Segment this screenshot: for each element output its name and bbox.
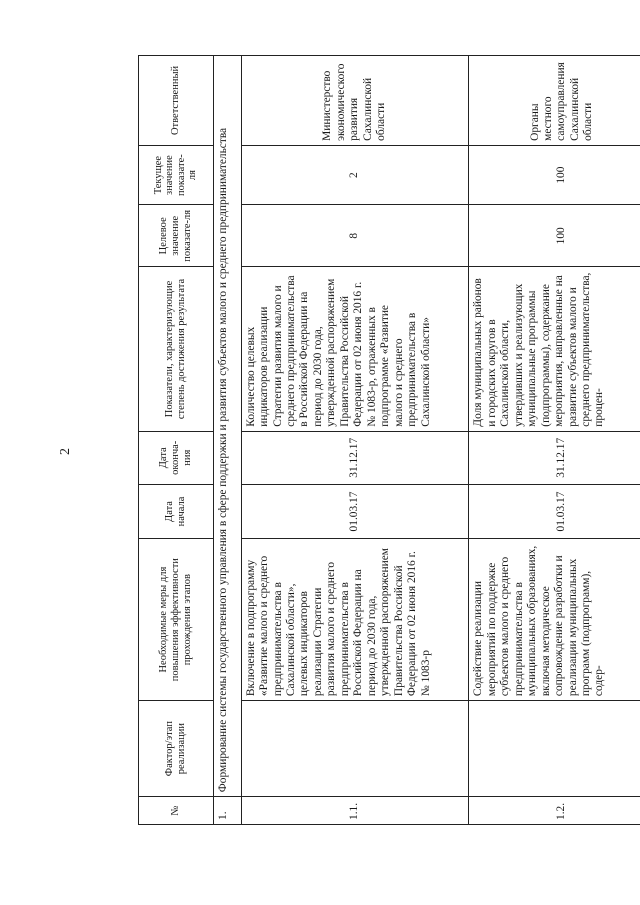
row-start-date: 01.03.17 — [241, 484, 469, 538]
header-start: Дата начала — [139, 484, 214, 538]
measures-table — [138, 55, 640, 825]
header-end: Дата оконча-ния — [139, 431, 214, 484]
header-measures: Необходимые меры для повышения эффективности прохождения этапов — [139, 539, 214, 701]
page-number: 2 — [58, 448, 73, 455]
row-responsible: Органы местного самоуправления Сахалинской области — [469, 56, 640, 146]
header-indicator: Показатели, характеризующие степень достижения результата — [139, 267, 214, 431]
row-target-value: 8 — [241, 205, 469, 267]
row-start-date: 01.03.17 — [469, 484, 640, 538]
section-number: 1. — [213, 797, 241, 825]
row-current-value: 100 — [469, 145, 640, 204]
row-measures: Включение в подпрограмму «Развитие малого и среднего предпринимательства в Сахалинской области», целевых индикаторов реализации Стратегии развития малого и среднего предпринимательства в Российской Федерации на период до 2030 года, утвержденной распоряжением Правительства Российской Федерации от 02 июня 2016 г. № 1083-р — [241, 539, 469, 701]
row-target-value: 100 — [469, 205, 640, 267]
section-title: Формирование системы государственного управления в сфере поддержки и развития субъектов малого и среднего предпринимательства — [213, 56, 241, 797]
row-end-date: 31.12.17 — [469, 431, 640, 484]
row-factor — [241, 701, 469, 797]
header-factor: Фактор/этап реализации — [139, 701, 214, 797]
row-current-value: 2 — [241, 145, 469, 204]
row-indicator: Количество целевых индикаторов реализации Стратегии развития малого и среднего предпринимательства в Российской Федерации на период до 2030 года, утвержденной распоряжением Правительства Российской Федерации от 02 июня 2016 г. № 1083-р, отраженных в подпрограмме «Развитие малого и среднего предпринимательства в Сахалинской области» — [241, 267, 469, 431]
header-current: Текущее значение показате-ля — [139, 145, 214, 204]
table-header-row — [139, 56, 214, 825]
header-target: Целевое значение показате-ля — [139, 205, 214, 267]
header-no: № — [139, 797, 214, 825]
row-indicator: Доля муниципальных районов и городских округов в Сахалинской области, утвердивших и реализующих муниципальные программы (подпрограммы), содержание мероприятия, направленные на развитие субъектов малого и среднего предпринимательства, процен- — [469, 267, 640, 431]
header-responsible: Ответственный — [139, 56, 214, 146]
row-end-date: 31.12.17 — [241, 431, 469, 484]
section-row — [213, 56, 241, 825]
row-number: 1.1. — [241, 797, 469, 825]
row-responsible: Министерство экономического развития Сахалинской области — [241, 56, 469, 146]
table-row — [469, 56, 640, 825]
row-factor — [469, 701, 640, 797]
row-number: 1.2. — [469, 797, 640, 825]
row-measures: Содействие реализации мероприятий по поддержке субъектов малого и среднего предпринимательства в муниципальных образованиях, включая методическое сопровождение разработки и реализации муниципальных программ (подпрограмм), содер- — [469, 539, 640, 701]
table-row — [241, 56, 469, 825]
